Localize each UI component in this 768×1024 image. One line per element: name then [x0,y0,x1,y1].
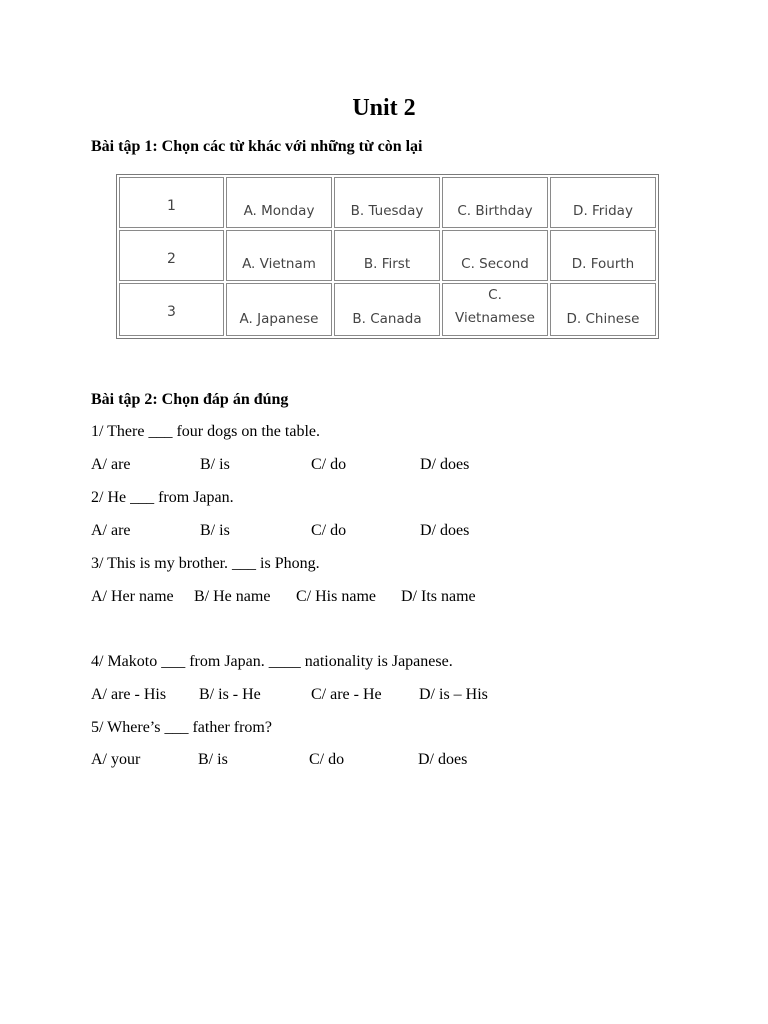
row-number: 3 [119,283,224,336]
option-a: A/ are [91,522,131,539]
question-text: 3/ This is my brother. ___ is Phong. [91,555,320,572]
option-d: D/ does [420,456,470,473]
option-b: B/ is [200,522,230,539]
option-cell: D. Chinese [550,283,656,336]
table-row [119,230,656,281]
table-row [119,177,656,228]
option-cell: B. Tuesday [334,177,440,228]
option-cell: A. Vietnam [226,230,332,281]
option-cell: D. Friday [550,177,656,228]
row-number: 2 [119,230,224,281]
option-a: A/ are - His [91,686,167,703]
option-cell: C. Birthday [442,177,548,228]
option-a: A/ your [91,751,141,768]
question-text: 2/ He ___ from Japan. [91,489,234,506]
table-row [119,283,656,336]
option-c: C/ are - He [311,686,382,703]
option-d: D/ Its name [401,588,476,605]
option-cell: A. Japanese [226,283,332,336]
option-text: C. Vietnamese [455,287,535,326]
option-cell: C. Second [442,230,548,281]
option-d: D/ is – His [419,686,488,703]
question-text: 4/ Makoto ___ from Japan. ____ nationality is Japanese. [91,653,453,670]
option-cell: B. Canada [334,283,440,336]
question-text: 1/ There ___ four dogs on the table. [91,423,320,440]
option-a: A/ Her name [91,588,174,605]
exercise-2-heading: Bài tập 2: Chọn đáp án đúng [91,391,289,408]
option-d: D/ does [420,522,470,539]
option-b: B/ is - He [199,686,261,703]
option-c: C/ His name [296,588,376,605]
exercise-1-table [116,174,659,339]
option-cell [442,283,548,336]
option-c: C/ do [311,456,347,473]
row-number: 1 [119,177,224,228]
option-b: B/ He name [194,588,271,605]
option-c: C/ do [309,751,345,768]
option-cell: B. First [334,230,440,281]
exercise-1-heading: Bài tập 1: Chọn các từ khác với những từ còn lại [91,138,423,155]
option-cell: A. Monday [226,177,332,228]
page-title: Unit 2 [352,95,416,121]
option-c: C/ do [311,522,347,539]
option-cell: D. Fourth [550,230,656,281]
question-text: 5/ Where’s ___ father from? [91,719,272,736]
option-b: B/ is [198,751,228,768]
option-d: D/ does [418,751,468,768]
option-a: A/ are [91,456,131,473]
option-b: B/ is [200,456,230,473]
